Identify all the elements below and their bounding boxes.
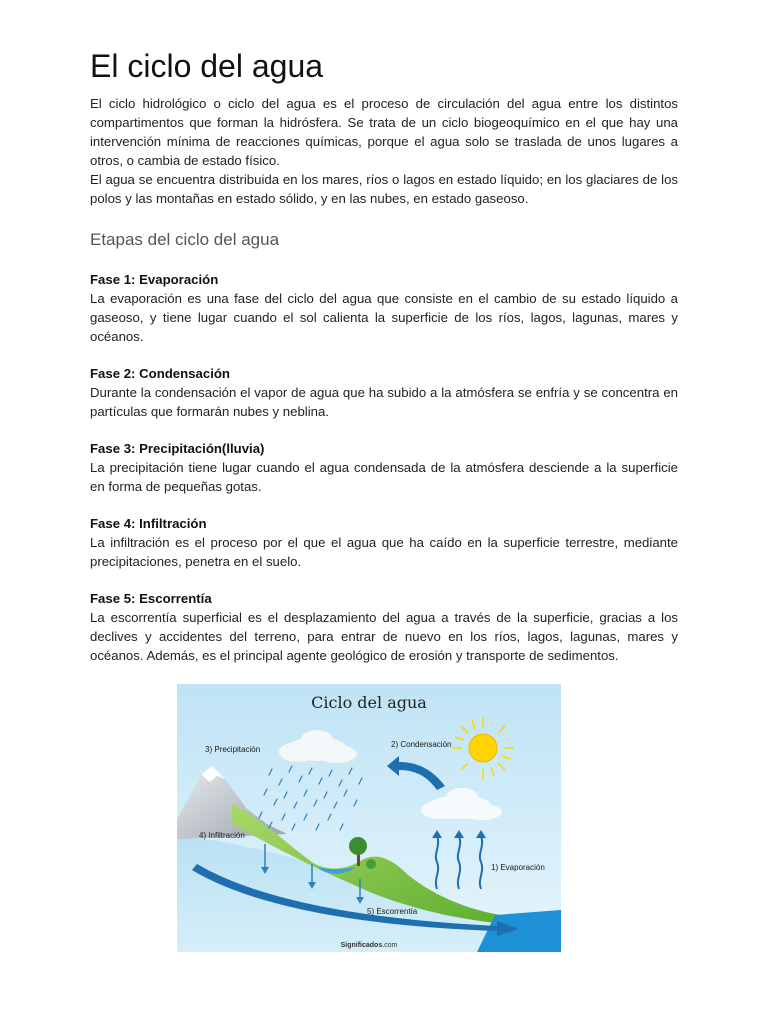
intro-paragraph-2: El agua se encuentra distribuida en los mares, ríos o lagos en estado líquido; en los glaciares de los polos y las montañas en estado sólido, y en las nubes, en estado gaseoso. [90,172,678,206]
page-title: El ciclo del agua [90,48,324,84]
fase-3 [90,439,678,496]
tree-crown [349,837,367,855]
fase-3-text: La precipitación tiene lugar cuando el agua condensada de la atmósfera desciende a la superficie en forma de pequeñas gotas. [90,460,678,494]
fase-2-title: Fase 2: Condensación [90,366,230,381]
fase-5-text: La escorrentía superficial es el desplazamiento del agua a través de la superficie, gracias a los declives y accidentes del terreno, para entrar de nuevo en los ríos, lagos, lagunas, mares y océanos. Además, es el principal agente geológico de erosión y transporte de sedimentos. [90,610,678,663]
label-infiltracion: 4) Infiltración [199,831,245,840]
label-evaporacion: 1) Evaporación [491,863,545,872]
water-cycle-illustration [177,684,561,952]
document-page [90,46,678,683]
fase-4 [90,514,678,571]
bush [366,859,376,869]
label-precipitacion: 3) Precipitación [205,745,261,754]
fase-4-title: Fase 4: Infiltración [90,516,207,531]
water-cycle-diagram [177,684,561,952]
fase-1-text: La evaporación es una fase del ciclo del agua que consiste en el cambio de su estado líquido a gaseoso, y tiene lugar cuando el sol calienta la superficie de los ríos, lagos, lagunas, mares y océanos. [90,291,678,344]
diagram-title: Ciclo del agua [311,693,427,712]
diagram-credit [341,942,398,949]
fase-5-title: Fase 5: Escorrentía [90,591,212,606]
label-condensacion: 2) Condensación [391,740,452,749]
label-escorrentia: 5) Escorrentía [367,907,418,916]
fase-3-title: Fase 3: Precipitación(lluvia) [90,441,265,456]
section-title: Etapas del ciclo del agua [90,230,280,249]
sun [452,717,514,779]
credit-suffix: .com [382,942,398,949]
fase-2 [90,364,678,421]
fase-1 [90,270,678,346]
fase-2-text: Durante la condensación el vapor de agua que ha subido a la atmósfera se enfría y se concentra en partículas que formarán nubes y neblina. [90,385,678,419]
fase-1-title: Fase 1: Evaporación [90,272,219,287]
intro-paragraph-1: El ciclo hidrológico o ciclo del agua es el proceso de circulación del agua entre los distintos compartimentos que forman la hidrósfera. Se trata de un ciclo biogeoquímico en el que hay una intervención mínima de reacciones químicas, porque el agua solo se traslada de unos lugares a otros, o cambia de estado físico. [90,96,678,168]
credit-name: Significados [340,942,383,949]
fase-4-text: La infiltración es el proceso por el que el agua que ha caído en la superficie terrestre, mediante precipitaciones, penetra en el suelo. [90,535,678,569]
fase-5 [90,589,678,665]
